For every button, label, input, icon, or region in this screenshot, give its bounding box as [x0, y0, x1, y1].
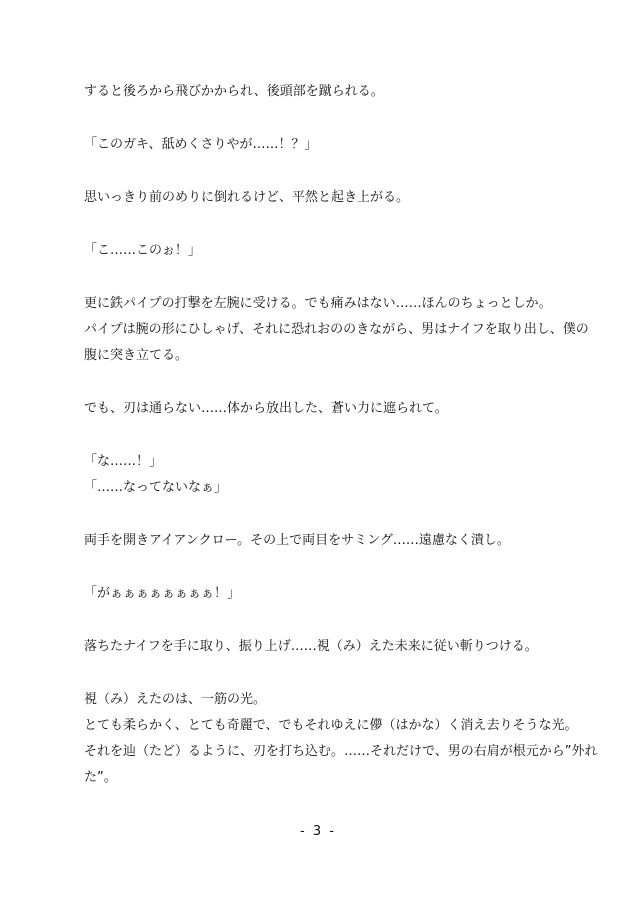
text-line: パイプは腕の形にひしゃげ、それに恐れおののきながら、男はナイフを取り出し、僕の	[84, 322, 589, 337]
blank-line	[84, 369, 562, 396]
blank-line	[84, 422, 562, 449]
blank-line	[84, 660, 562, 687]
text-line: 思いっきり前のめりに倒れるけど、平然と起き上がる。	[84, 190, 410, 205]
text-line: とても柔らかく、とても奇麗で、でもそれゆえに儚（はかな）く消え去りそうな光。	[84, 718, 578, 733]
text-line: でも、刃は通らない……体から放出した、蒼い力に遮られて。	[84, 401, 448, 416]
text-line: 腹に突き立てる。	[84, 348, 189, 363]
text-line: 落ちたナイフを手に取り、振り上げ……視（み）えた未来に従い斬りつける。	[84, 639, 538, 654]
text-line: た”。	[84, 770, 117, 785]
text-line: すると後ろから飛びかかられ、後頭部を蹴られる。	[84, 84, 384, 99]
dialogue-line: 「こ……このぉ！」	[84, 243, 201, 258]
text-line: それを辿（たど）るように、刃を打ち込む。……それだけで、男の右肩が根元から”外れ	[84, 744, 598, 759]
blank-line	[84, 105, 562, 132]
blank-line	[84, 501, 562, 528]
dialogue-line: 「……なってないなぁ」	[84, 480, 228, 495]
body-text	[84, 79, 598, 791]
blank-line	[84, 264, 562, 291]
dialogue-line: 「このガキ、舐めくさりやが……！？」	[84, 137, 318, 152]
text-line: 両手を開きアイアンクロー。その上で両目をサミング……遠慮なく潰し。	[84, 533, 510, 548]
text-line: 更に鉄パイプの打撃を左腕に受ける。でも痛みはない……ほんのちょっとしか。	[84, 296, 552, 311]
blank-line	[84, 607, 562, 634]
text-line: 視（み）えたのは、一筋の光。	[84, 692, 267, 707]
blank-line	[84, 158, 562, 185]
dialogue-line: 「な……！」	[84, 454, 163, 469]
blank-line	[84, 211, 562, 238]
blank-line	[84, 554, 562, 581]
page-number: - 3 -	[300, 824, 336, 839]
dialogue-line: 「がぁぁぁぁぁぁぁぁ！」	[84, 586, 241, 601]
